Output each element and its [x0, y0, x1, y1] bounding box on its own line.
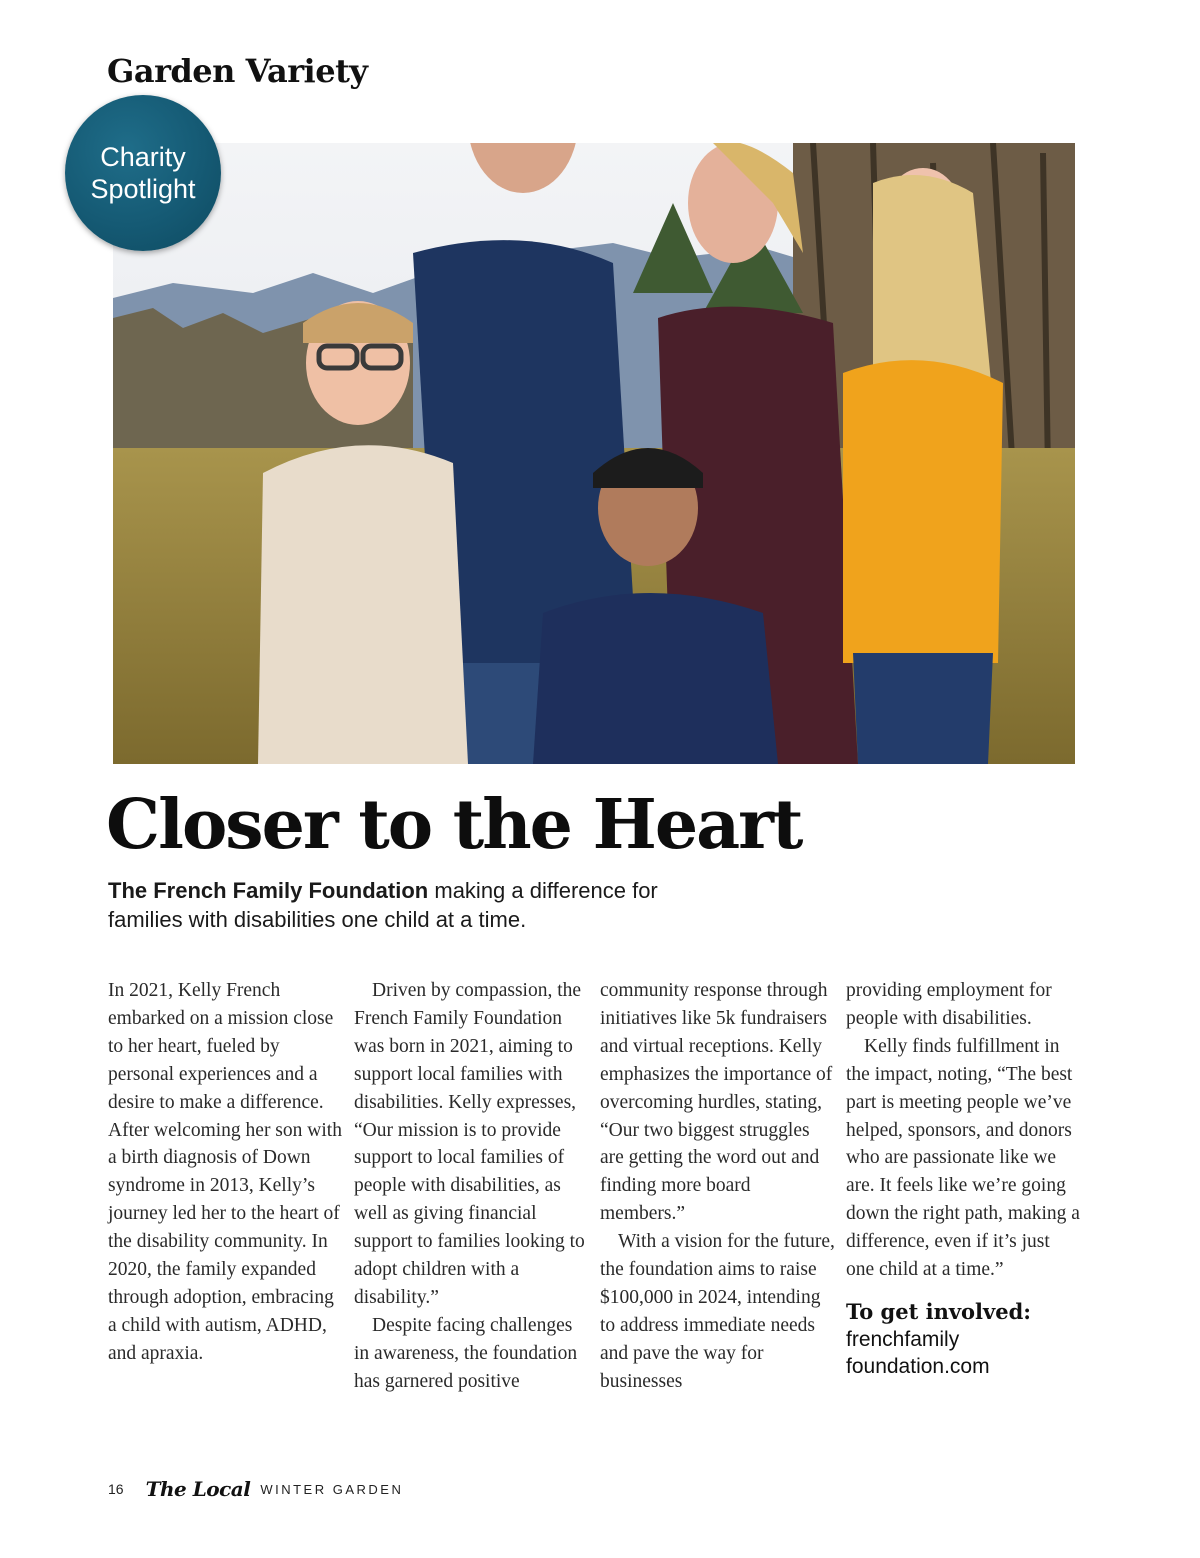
body-column-4 — [846, 977, 1082, 1380]
badge-line-1: Charity — [100, 142, 186, 172]
cta-heading: To get involved: — [846, 1298, 1032, 1324]
body-column-2 — [354, 977, 590, 1396]
charity-spotlight-badge — [65, 95, 221, 251]
subhead-bold: The French Family Foundation — [108, 878, 429, 903]
subhead-rest: making a difference for families with disabilities one child at a time. — [108, 878, 658, 932]
paragraph: providing employment for people with disabilities. — [846, 980, 1052, 1029]
family-photo-illustration — [113, 143, 1075, 764]
paragraph: With a vision for the future, the foundation aims to raise $100,000 in 2024, intending to address immediate needs and pave the way for businesses — [600, 1231, 835, 1392]
paragraph: Driven by compassion, the French Family Foundation was born in 2021, aiming to support local families with disabilities. Kelly expresses, “Our mission is to provide support to local families of people with disabilities, as well as giving financial support to families looking to adopt children with a disability.” — [354, 980, 585, 1308]
family-photo — [113, 143, 1075, 764]
page-number: 16 — [108, 1481, 124, 1497]
body-column-3 — [600, 977, 836, 1396]
page-footer — [108, 1475, 403, 1503]
paragraph: community response through initiatives like 5k fundraisers and virtual receptions. Kelly emphasizes the importance of overcoming hurdles, stating, “Our two biggest struggles are getting the word out and finding more board members.” — [600, 980, 833, 1225]
subheadline — [108, 876, 728, 934]
headline: Closer to the Heart — [106, 785, 802, 865]
cta-url-line-1: frenchfamily — [846, 1327, 960, 1351]
cta-url-line-2: foundation.com — [846, 1354, 990, 1378]
publication-brand: The Local — [145, 1477, 251, 1501]
badge-line-2: Spotlight — [90, 174, 196, 204]
section-title: Garden Variety — [107, 52, 368, 90]
paragraph: In 2021, Kelly French embarked on a mission close to her heart, fueled by personal experiences and a desire to make a difference. After welcoming her son with a birth diagnosis of Down syndrome in 2013, Kelly’s journey led her to the heart of the disability community. In 2020, the family expanded through adoption, embracing a child with autism, ADHD, and apraxia. — [108, 980, 342, 1364]
paragraph: Kelly finds fulfillment in the impact, noting, “The best part is meeting people we’ve helped, sponsors, and donors who are passionate like we are. It feels like we’re going down the right path, making a difference, even if it’s just one child at a time.” — [846, 1035, 1080, 1281]
body-column-1 — [108, 977, 344, 1368]
paragraph: Despite facing challenges in awareness, the foundation has garnered positive — [354, 1314, 578, 1392]
publication-location: WINTER GARDEN — [260, 1481, 404, 1497]
